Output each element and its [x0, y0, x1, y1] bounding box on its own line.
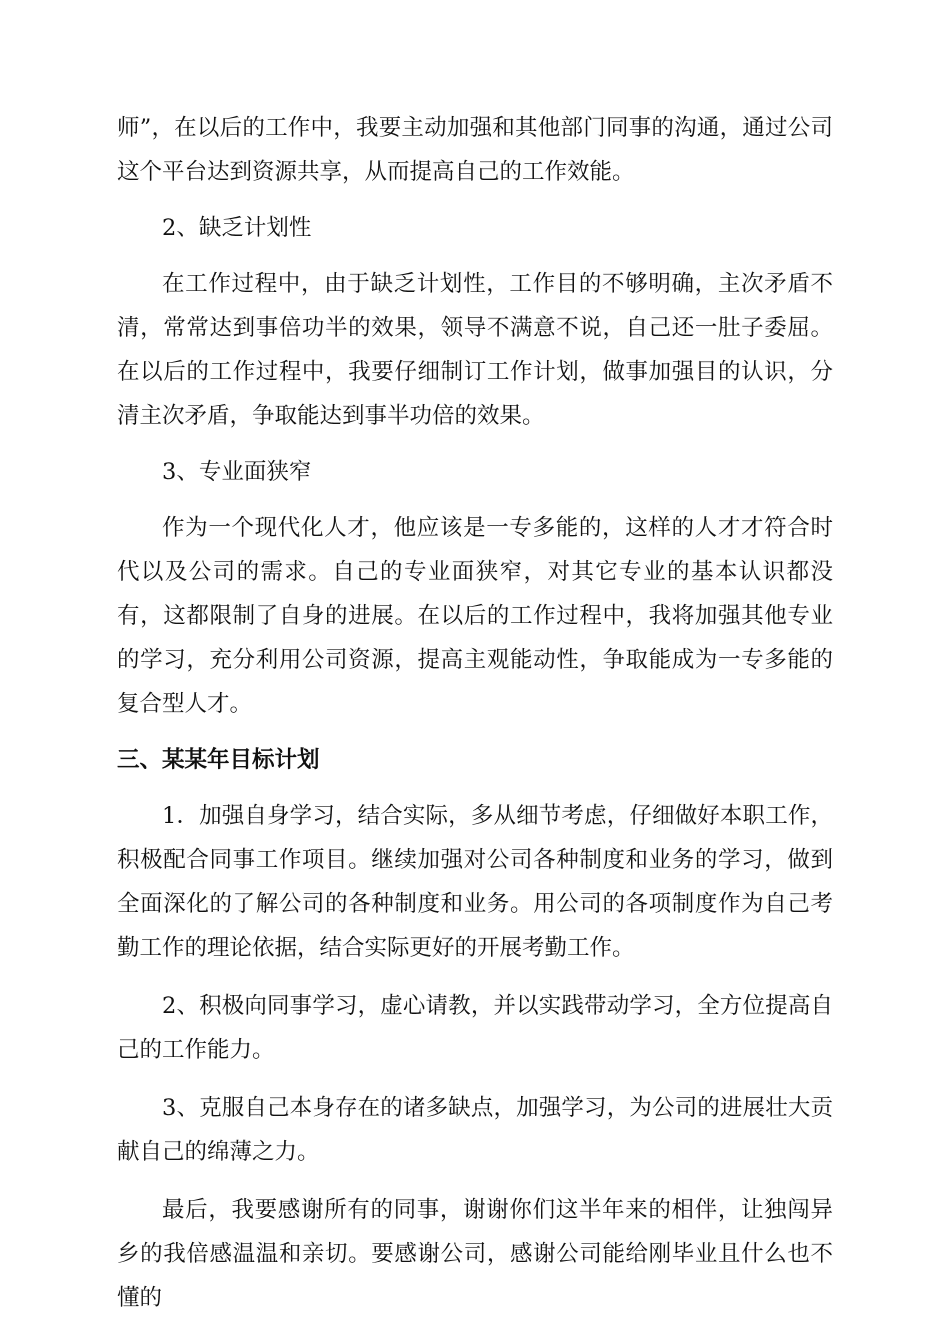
closing-paragraph: 最后，我要感谢所有的同事，谢谢你们这半年来的相伴，让独闯异乡的我倍感温温和亲切。要感谢公司，感谢公司能给刚毕业且什么也不懂的: [117, 1197, 833, 1311]
document-body: [117, 106, 833, 1320]
paragraph-continuation: 师”，在以后的工作中，我要主动加强和其他部门同事的沟通，通过公司这个平台达到资源共享，从而提高自己的工作效能。: [117, 115, 833, 185]
paragraph-expertise: 作为一个现代化人才，他应该是一专多能的，这样的人才才符合时代以及公司的需求。自己的专业面狭窄，对其它专业的基本认识都没有，这都限制了自身的进展。在以后的工作过程中，我将加强其他专业的学习，充分利用公司资源，提高主观能动性，争取能成为一专多能的复合型人才。: [117, 515, 833, 717]
plan-item-1: 1．加强自身学习，结合实际，多从细节考虑，仔细做好本职工作，积极配合同事工作项目。继续加强对公司各种制度和业务的学习，做到全面深化的了解公司的各种制度和业务。用公司的各项制度作为自己考勤工作的理论依据，结合实际更好的开展考勤工作。: [117, 803, 833, 961]
section-title: 三、某某年目标计划: [117, 747, 320, 773]
paragraph-planning: 在工作过程中，由于缺乏计划性，工作目的不够明确，主次矛盾不清，常常达到事倍功半的效果，领导不满意不说，自己还一肚子委屈。在以后的工作过程中，我要仔细制订工作计划，做事加强目的认识，分清主次矛盾，争取能达到事半功倍的效果。: [117, 271, 833, 429]
plan-item-3: 3、克服自己本身存在的诸多缺点，加强学习，为公司的进展壮大贡献自己的绵薄之力。: [117, 1095, 833, 1165]
subheading-lack-of-planning: 2、缺乏计划性: [162, 215, 312, 241]
subheading-narrow-expertise: 3、专业面狭窄: [162, 459, 312, 485]
plan-item-2: 2、积极向同事学习，虚心请教，并以实践带动学习，全方位提高自己的工作能力。: [117, 993, 833, 1063]
